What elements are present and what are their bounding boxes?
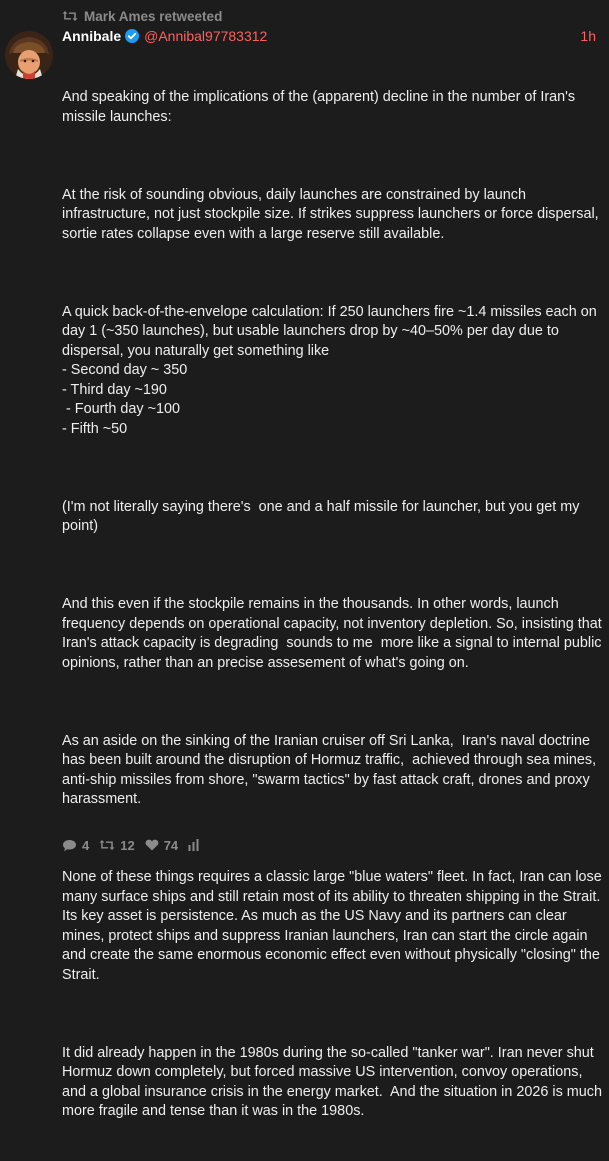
verified-badge-icon — [125, 29, 139, 43]
stats-button[interactable] — [188, 839, 204, 851]
retweet-icon — [62, 10, 78, 22]
bar-chart-icon — [188, 839, 199, 851]
retweet-indicator[interactable] — [62, 7, 222, 25]
action-bar — [62, 836, 214, 854]
reply-icon — [62, 839, 77, 852]
like-count: 74 — [163, 837, 179, 853]
retweet-icon — [99, 839, 115, 851]
display-name[interactable]: Annibale — [62, 28, 122, 44]
retweet-button[interactable] — [99, 838, 134, 853]
timestamp[interactable]: 1h — [580, 28, 596, 44]
tweet-body — [62, 49, 606, 1161]
tweet-header — [62, 27, 596, 45]
paragraph: At the risk of sounding obvious, daily launches are constrained by launch infrastructure, not just stockpile size. If strikes suppress launchers or force dispersal, sortie rates collapse even with a large reserve still available. — [62, 186, 603, 242]
retweet-count: 12 — [120, 837, 135, 853]
reply-count: 4 — [82, 837, 90, 853]
paragraph: As an aside on the sinking of the Iranian cruiser off Sri Lanka, Iran's naval doctrine has been built around the disruption of Hormuz traffic, achieved through sea mines, anti-ship missiles from shore, "swarm tactics" by fast attack craft, drones and proxy harassment. — [62, 732, 601, 807]
heart-icon — [145, 839, 159, 851]
avatar[interactable] — [5, 31, 53, 79]
retweet-text: Mark Ames retweeted — [84, 8, 223, 24]
paragraph: A quick back-of-the-envelope calculation: If 250 launchers fire ~1.4 missiles each on day 1 (~350 launches), but usable launchers drop by ~40–50% per day due to dispersal, you naturally get something like - Second day ~ 350 - Third day ~190 - Fourth day ~100 - Fifth ~50 — [62, 303, 597, 437]
like-button[interactable] — [145, 838, 178, 853]
paragraph: None of these things requires a classic large "blue waters" fleet. In fact, Iran can lose many surface ships and still retain most of its ability to threaten shipping in the Strait. Its key asset is persistence. As much as the US Navy and its partners can clear mines, protect ships and suppress Iranian launchers, Iran can start the circle again and create the same enormous economic effect even without physically "closing" the Strait. — [62, 869, 606, 983]
paragraph: And speaking of the implications of the (apparent) decline in the number of Iran's missile launches: — [62, 89, 580, 125]
paragraph: And this even if the stockpile remains in the thousands. In other words, launch frequency depends on operational capacity, not inventory depletion. So, insisting that Iran's attack capacity is degrading sounds to me more like a signal to internal public opinions, rather than an precise assesement of what's going on. — [62, 596, 606, 671]
paragraph: It did already happen in the 1980s during the so-called "tanker war". Iran never shut Hormuz down completely, but forced massive US intervention, convoy operations, and a global insurance crisis in the energy market. And the situation in 2026 is much more fragile and tense than it was in the 1980s. — [62, 1044, 606, 1119]
user-handle[interactable]: @Annibal97783312 — [144, 28, 268, 44]
avatar-image-icon — [5, 31, 53, 79]
paragraph: (I'm not literally saying there's one and a half missile for launcher, but you get my point) — [62, 498, 584, 534]
reply-button[interactable] — [62, 838, 89, 853]
